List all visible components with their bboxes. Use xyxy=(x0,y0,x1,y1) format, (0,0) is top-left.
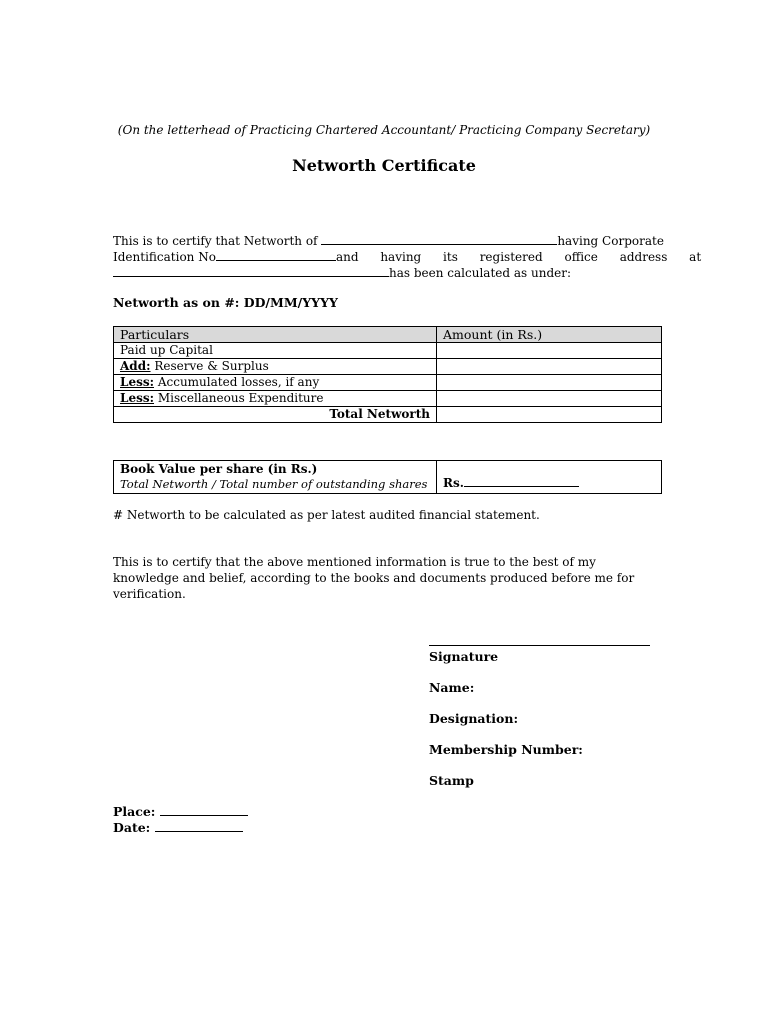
row-text: Accumulated losses, if any xyxy=(157,375,320,389)
stamp-label: Stamp xyxy=(429,773,474,788)
book-value-label: Book Value per share (in Rs.) xyxy=(120,462,318,476)
networth-as-on: Networth as on #: DD/MM/YYYY xyxy=(113,295,338,310)
letterhead-note: (On the letterhead of Practicing Chartered Accountant/ Practicing Company Secretary) xyxy=(117,123,651,137)
date-blank[interactable] xyxy=(155,820,243,832)
table-row xyxy=(114,359,662,375)
networth-table xyxy=(113,326,662,423)
place-blank[interactable] xyxy=(160,804,248,816)
footnote: # Networth to be calculated as per latest audited financial statement. xyxy=(113,508,540,522)
intro-text-having: having Corporate xyxy=(557,234,664,248)
row-prefix: Less: xyxy=(120,391,155,405)
date-row xyxy=(113,820,243,835)
cin-blank[interactable] xyxy=(216,249,336,261)
row-text: Reserve & Surplus xyxy=(154,359,269,373)
intro-paragraph xyxy=(113,233,702,281)
amount-cell[interactable] xyxy=(437,375,662,391)
designation-label: Designation: xyxy=(429,711,519,726)
row-label xyxy=(114,391,437,407)
book-value-label-cell xyxy=(114,461,437,494)
header-amount: Amount (in Rs.) xyxy=(437,327,662,343)
signature-label: Signature xyxy=(429,649,499,664)
intro-text-office: and having its registered office address at xyxy=(335,250,702,264)
signature-line[interactable] xyxy=(429,645,650,646)
intro-text-calculated: has been calculated as under: xyxy=(389,266,572,280)
book-value-formula: Total Networth / Total number of outstanding shares xyxy=(120,477,428,491)
certification-paragraph: This is to certify that the above mentioned information is true to the best of my knowledge and belief, according to the books and documents produced before me for verification. xyxy=(113,555,635,601)
total-networth-label: Total Networth xyxy=(114,407,437,423)
intro-line-3 xyxy=(113,265,655,281)
row-label xyxy=(114,375,437,391)
table-row xyxy=(114,343,662,359)
total-row xyxy=(114,407,662,423)
row-prefix: Less: xyxy=(120,375,155,389)
table-row xyxy=(114,391,662,407)
rs-blank[interactable] xyxy=(464,475,579,487)
row-prefix: Add: xyxy=(120,359,151,373)
header-particulars: Particulars xyxy=(114,327,437,343)
intro-line-1 xyxy=(113,233,664,249)
book-value-amount-cell[interactable] xyxy=(437,461,662,494)
address-blank[interactable] xyxy=(113,265,389,277)
row-label xyxy=(114,359,437,375)
place-label: Place: xyxy=(113,804,156,819)
total-amount-cell[interactable] xyxy=(437,407,662,423)
name-label: Name: xyxy=(429,680,475,695)
amount-cell[interactable] xyxy=(437,391,662,407)
place-row xyxy=(113,804,248,819)
row-text: Miscellaneous Expenditure xyxy=(157,391,324,405)
rs-label: Rs. xyxy=(443,476,464,490)
book-value-table xyxy=(113,460,662,494)
row-text: Paid up Capital xyxy=(120,343,213,357)
amount-cell[interactable] xyxy=(437,359,662,375)
row-label xyxy=(114,343,437,359)
networth-entity-blank[interactable] xyxy=(321,233,557,245)
membership-number-label: Membership Number: xyxy=(429,742,583,757)
date-label: Date: xyxy=(113,820,151,835)
table-row xyxy=(114,461,662,494)
intro-text-cin: Identification No xyxy=(113,250,216,264)
intro-text-certify: This is to certify that Networth of xyxy=(113,234,318,248)
intro-line-2 xyxy=(113,249,702,265)
table-row xyxy=(114,375,662,391)
amount-cell[interactable] xyxy=(437,343,662,359)
page-title: Networth Certificate xyxy=(292,156,476,175)
table-header-row xyxy=(114,327,662,343)
